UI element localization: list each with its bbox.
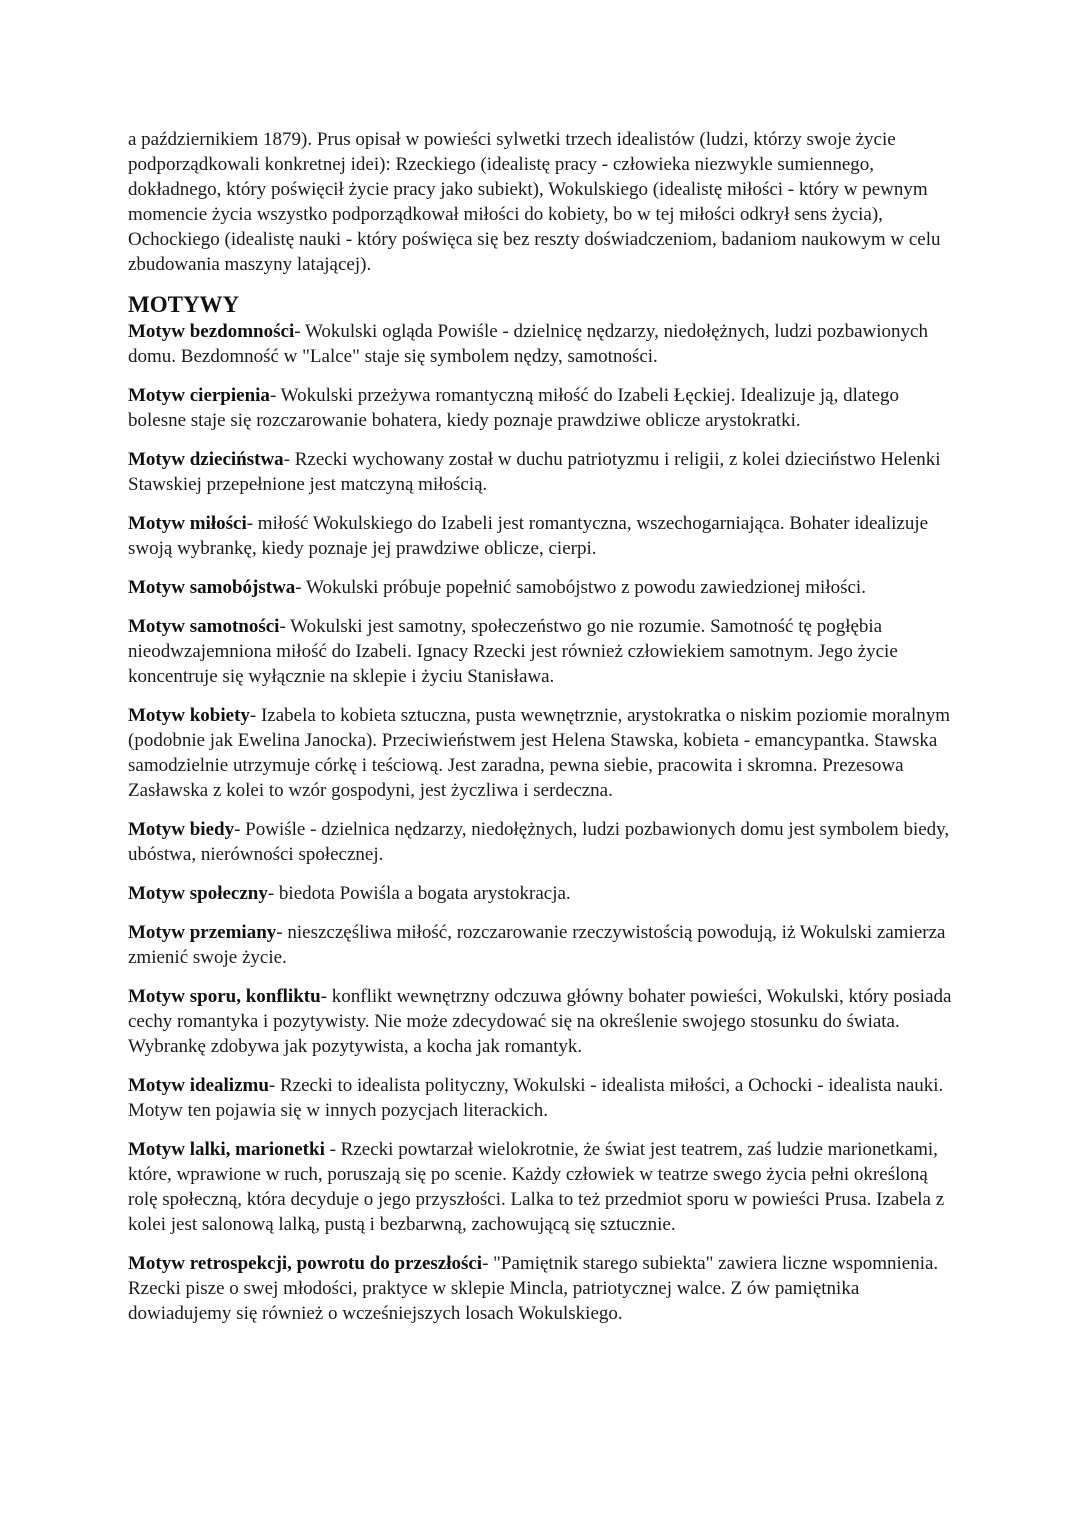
motif-title: Motyw biedy xyxy=(128,819,235,840)
motif-title: Motyw miłości xyxy=(128,513,247,534)
motif-text: - konflikt wewnętrzny odczuwa główny bohater powieści, Wokulski, który posiada cechy romantyka i pozytywisty. Nie może zdecydować się na określenie swojego stosunku do świata. Wybrankę zdobywa jak pozytywista, a kocha jak romantyk. xyxy=(128,986,952,1057)
motif-title: Motyw sporu, konfliktu xyxy=(128,986,321,1007)
motif-text: - biedota Powiśla a bogata arystokracja. xyxy=(267,883,571,904)
motif-text: - Wokulski jest samotny, społeczeństwo go nie rozumie. Samotność tę pogłębia nieodwzajemniona miłość do Izabeli. Ignacy Rzecki jest również człowiekiem samotnym. Jego życie koncentruje się wyłącznie na sklepie i życiu Stanisława. xyxy=(128,616,898,687)
motif-text: - Rzecki wychowany został w duchu patriotyzmu i religii, z kolei dzieciństwo Helenki Stawskiej przepełnione jest matczyną miłością. xyxy=(128,449,941,495)
motif-title: Motyw kobiety xyxy=(128,705,250,726)
motif-paragraph xyxy=(128,920,960,970)
motif-text: - miłość Wokulskiego do Izabeli jest romantyczna, wszechogarniająca. Bohater idealizuje swoją wybrankę, kiedy poznaje jej prawdziwe oblicze, cierpi. xyxy=(128,513,929,559)
motif-title: Motyw idealizmu xyxy=(128,1075,269,1096)
motif-text: - Wokulski próbuje popełnić samobójstwo z powodu zawiedzionej miłości. xyxy=(295,577,866,598)
motif-title: Motyw cierpienia xyxy=(128,385,270,406)
motif-paragraph xyxy=(128,511,960,561)
motif-title: Motyw samobójstwa xyxy=(128,577,296,598)
motif-paragraph xyxy=(128,817,960,867)
motif-paragraph xyxy=(128,1137,960,1237)
motif-text: - Izabela to kobieta sztuczna, pusta wewnętrznie, arystokratka o niskim poziomie moralnym (podobnie jak Ewelina Janocka). Przeciwieństwem jest Helena Stawska, kobieta - emancypantka. Stawska samodzielnie utrzymuje córkę i teściową. Jest zaradna, pewna siebie, pracowita i skromna. Prezesowa Zasławska z kolei to wzór gospodyni, jest życzliwa i serdeczna. xyxy=(128,705,951,801)
motif-text: - Wokulski przeżywa romantyczną miłość do Izabeli Łęckiej. Idealizuje ją, dlatego bolesne staje się rozczarowanie bohatera, kiedy poznaje prawdziwe oblicze arystokratki. xyxy=(128,385,900,431)
motif-title: Motyw samotności xyxy=(128,616,280,637)
motif-paragraph xyxy=(128,447,960,497)
intro-paragraph: a październikiem 1879). Prus opisał w powieści sylwetki trzech idealistów (ludzi, którzy swoje życie podporządkowali konkretnej idei): Rzeckiego (idealistę pracy - człowieka niezwykle sumiennego, dokładnego, który poświęcił życie pracy jako subiekt), Wokulskiego (idealistę miłości - który w pewnym momencie życia wszystko podporządkował miłości do kobiety, bo w tej miłości odkrył sens życia), Ochockiego (idealistę nauki - który poświęca się bez reszty doświadczeniom, badaniom naukowym w celu zbudowania maszyny latającej). xyxy=(128,129,941,275)
motif-paragraph xyxy=(128,1073,960,1123)
motif-paragraph xyxy=(128,319,960,369)
motif-title: Motyw dzieciństwa xyxy=(128,449,284,470)
motif-text: - Wokulski ogląda Powiśle - dzielnicę nędzarzy, niedołężnych, ludzi pozbawionych domu. Bezdomność w "Lalce" staje się symbolem nędzy, samotności. xyxy=(128,321,928,367)
motif-text: - Rzecki to idealista polityczny, Wokulski - idealista miłości, a Ochocki - idealista nauki. Motyw ten pojawia się w innych pozycjach literackich. xyxy=(128,1075,944,1121)
motif-title: Motyw retrospekcji, powrotu do przeszłości xyxy=(128,1253,483,1274)
motif-paragraph xyxy=(128,1251,960,1326)
motif-text: - nieszczęśliwa miłość, rozczarowanie rzeczywistością powodują, iż Wokulski zamierza zmienić swoje życie. xyxy=(128,922,946,968)
motif-title: Motyw bezdomności xyxy=(128,321,295,342)
motif-text: - Rzecki powtarzał wielokrotnie, że świat jest teatrem, zaś ludzie marionetkami, które, wprawione w ruch, poruszają się po scenie. Każdy człowiek w teatrze swego życia pełni określoną rolę społeczną, która decyduje o jego przyszłości. Lalka to też przedmiot sporu w powieści Prusa. Izabela z kolei jest salonową lalką, pustą i bezbarwną, zachowującą się sztucznie. xyxy=(128,1139,945,1235)
motif-title: Motyw lalki, marionetki xyxy=(128,1139,325,1160)
section-heading: MOTYWY xyxy=(128,292,240,317)
motif-title: Motyw społeczny xyxy=(128,883,268,904)
motif-text: - "Pamiętnik starego subiekta" zawiera liczne wspomnienia. Rzecki pisze o swej młodości, praktyce w sklepie Mincla, patriotycznej walce. Z ów pamiętnika dowiadujemy się również o wcześniejszych losach Wokulskiego. xyxy=(128,1253,939,1324)
motif-paragraph xyxy=(128,984,960,1059)
motif-paragraph xyxy=(128,383,960,433)
motif-paragraph xyxy=(128,703,960,803)
motif-text: - Powiśle - dzielnica nędzarzy, niedołężnych, ludzi pozbawionych domu jest symbolem biedy, ubóstwa, nierówności społecznej. xyxy=(128,819,950,865)
motif-title: Motyw przemiany xyxy=(128,922,277,943)
motif-paragraph xyxy=(128,575,960,600)
document-page xyxy=(128,127,960,1340)
motif-paragraph xyxy=(128,614,960,689)
motif-paragraph xyxy=(128,881,960,906)
